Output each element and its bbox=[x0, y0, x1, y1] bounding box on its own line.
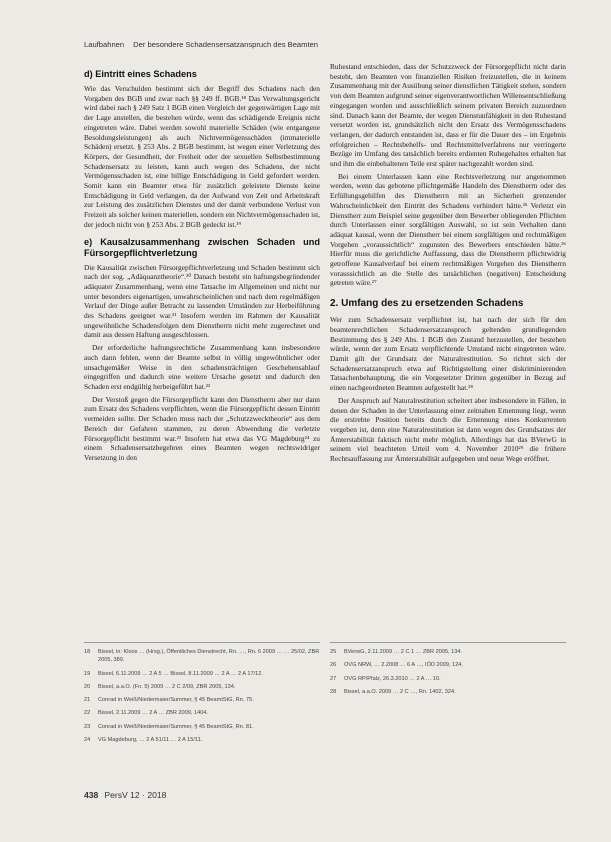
footnote-number: 26 bbox=[330, 662, 337, 669]
heading-umfang-schaden: 2. Umfang des zu ersetzenden Schadens bbox=[330, 298, 524, 310]
paragraph: Der Anspruch auf Naturalrestitution scheitert aber insbesondere in Fällen, in denen der Schaden in der Unterlassung einer zeitnahen Ernennung liegt, wenn die erstrebte Position bereits durch die Ernennung eines Konkurrenten vergeben ist, denn eine Naturalrestitution ist dann wegen des Grundsatzes der Ämterstabilität faktisch nicht mehr möglich. Allerdings hat das BVerwG in seinem viel beachteten Urteil vom 4. November 2010²⁹ die frühere Rechtsauffassung zur Ämterstabilität aufgegeben und neue Wege eröffnet. bbox=[330, 395, 566, 464]
paragraph: Ruhestand entschieden, dass der Schutzzweck der Fürsorgepflicht nicht darin besteht, den Beamten von finanziellen Risiken freizustellen, die in keinem Zusammenhang mit der Ausübung seiner dienstlichen Tätigkeit stehen, sondern von dem Beamten aufgrund seiner eigenverantwortlichen Willensentschließung eingegangen worden und ausschließlich seinem privaten Bereich zuzuordnen sind. Danach kann der Beamte, der wegen Dienstunfähigkeit in den Ruhestand versetzt worden ist, grundsätzlich nicht den Ersatz des Vermögensschadens verlangen, der dadurch entstanden ist, dass er für die Dauer des – im Ergebnis erfolgreichen – Rechtsbehelfs- und Rechtsmittelverfahrens nur verringerte Bezüge im Umfang des tatsächlich bereits erdienten Ruhegehaltes erhalten hat und ihm die einbehaltenen Teile erst später nachgezahlt worden sind. bbox=[330, 62, 566, 169]
footnote-number: 18 bbox=[84, 649, 91, 655]
footnote bbox=[84, 648, 320, 665]
footnote-number: 21 bbox=[84, 697, 91, 704]
footnotes-right bbox=[330, 648, 566, 701]
heading-eintritt-schaden: d) Eintritt eines Schadens bbox=[84, 69, 197, 79]
footnote-number: 25 bbox=[330, 649, 337, 655]
right-column bbox=[330, 62, 566, 467]
footnote-text: Bissel, in: Kloos … (Hrsg.), Öffentliches Dienstrecht, Rn. …, Rn. 6 2009 … … 25/02, ZBR 2005, 389. bbox=[98, 649, 320, 664]
paragraph: Der erforderliche haftungsrechtliche Zusammenhang kann insbesondere auch dann fehlen, wenn der Beamte selbst in völlig ungewöhnlicher oder unsachgemäßer Weise in den schadensträchtigen Geschehensablauf eingegriffen und dadurch eine weitere Ursache gesetzt und dadurch den Schaden erst endgültig herbeigeführt hat.²² bbox=[84, 343, 320, 391]
left-column bbox=[84, 62, 320, 466]
journal-issue: PersV 12 · 2018 bbox=[104, 790, 167, 800]
page-footer bbox=[84, 790, 166, 800]
footnote-text: Bissel, 2.11.2009 … 2 A … ZBR 2009, 1404. bbox=[98, 710, 208, 717]
footnote bbox=[330, 675, 566, 683]
footnote-text: Conrad in Weiß/Niedermaier/Summer, § 45 BeamtStG, Rn. 75. bbox=[98, 697, 254, 704]
footnote bbox=[84, 736, 320, 744]
running-head-title: Der besondere Schadensersatzanspruch des Beamten bbox=[133, 40, 319, 49]
footnote-text: OVG RP/Pfalz, 26.3.2010 … 2 A … 10. bbox=[344, 675, 441, 682]
running-head bbox=[84, 40, 318, 49]
footnote-text: OVG NRW, … 2.2008 … 6 A …, IÖD 2009, 124. bbox=[344, 662, 463, 669]
page-number: 438 bbox=[84, 790, 99, 800]
heading-kausalzusammenhang: e) Kausalzusammenhang zwischen Schaden und Fürsorgepflichtverletzung bbox=[84, 236, 320, 258]
running-head-section: Laufbahnen bbox=[84, 40, 125, 49]
paragraph: Der Verstoß gegen die Fürsorgepflicht kann den Dienstherrn aber nur dann zum Ersatz des Schadens verpflichten, wenn die Fürsorgepflicht dessen Eintritt vermeiden sollte. Der Schaden muss nach der „Schutzzwecktheorie“ aus dem Bereich der Gefahren stammen, zu deren Abwendung die verletzte Fürsorgepflicht bestimmt war.²³ Insofern hat etwa das VG Magdeburg²⁴ zu einem Schadensersatzbegehren eines Beamten wegen rechtswidriger Versetzung in den bbox=[84, 394, 320, 462]
footnote-number: 23 bbox=[84, 723, 91, 730]
footnote-text: BVerwG, 2.11.2009 … 2 C 1 … ZBR 2005, 134. bbox=[344, 649, 463, 655]
paragraph: Wer zum Schadensersatz verpflichtet ist, hat nach der sich für den beamtenrechtlichen Schadensersatzanspruch geltenden grundlegenden Bestimmung des § 249 Abs. 1 BGB den Zustand herzustellen, der bestehen würde, wenn der zum Ersatz verpflichtende Umstand nicht eingetreten wäre. Damit gilt der Grundsatz der Naturalrestitution. So richtet sich der Schadensersatzanspruch etwa auf Richtigstellung einer diskriminierenden Tatsachenbehauptung, die ein Vorgesetzter Dritten gegenüber in Bezug auf einen nachgeordneten Beamten aufgestellt hat.²⁸ bbox=[330, 315, 566, 393]
footnote bbox=[84, 709, 320, 717]
footnote bbox=[84, 696, 320, 704]
footnote-number: 27 bbox=[330, 675, 337, 682]
footnote bbox=[84, 683, 320, 691]
footnote-number: 24 bbox=[84, 737, 91, 744]
footnote bbox=[84, 723, 320, 731]
footnote bbox=[330, 648, 566, 656]
footnote-rule-left bbox=[84, 642, 320, 643]
footnote-number: 20 bbox=[84, 683, 91, 690]
footnote-text: Bissel, 6.11.2009 … 2 A 5 … Bissel, 8.11.2009 … 2 A … 2 A 17/12. bbox=[98, 670, 263, 677]
footnote-text: Bissel, a.a.O. (Fn. 5) 2009 … 2 C 2/09, ZBR 2005, 134. bbox=[98, 683, 236, 690]
paragraph: Wie das Verschulden bestimmt sich der Begriff des Schadens nach den Vorgaben des BGB und zwar nach §§ 249 ff. BGB.¹⁸ Das Verwaltungsgericht wird dabei nach § 249 Satz 1 BGB einen Vergleich der gegenwärtigen Lage mit der Lage anstellen, die bestehen würde, wenn das schädigende Ereignis nicht eingetreten wäre. Dabei werden sowohl materielle Schäden (wie entgangene Besoldungsleistungen) als auch Nichtvermögensschäden (immaterielle Schäden) ersetzt. § 253 Abs. 2 BGB bestimmt, ist wegen einer Verletzung des Körpers, der Gesundheit, der Freiheit oder der sexuellen Selbstbestimmung Schadensersatz zu leisten, kann auch wegen des Schadens, der nicht Vermögensschaden ist, eine billige Entschädigung in Geld gefordert werden. Somit kann ein Beamter etwa für zusätzlich geleistete Dienste keine Entschädigung in Geld verlangen, da der Aufwand von Zeit und Arbeitskraft zur Leistung des zusätzlichen Dienstes und der damit verbundene Verlust von Freizeit als solcher keinen materiellen, sondern ein Nichtvermögensschaden ist, der jedoch nicht von § 253 Abs. 2 BGB gedeckt ist.¹⁹ bbox=[84, 84, 320, 229]
footnote-text: Bissel, a.a.O. 2009 … 2 C …, Rn. 1402, 324. bbox=[344, 688, 456, 695]
paragraph: Die Kausalität zwischen Fürsorgepflichtverletzung und Schaden bestimmt sich nach der sog. „Adäquanztheorie“.²⁰ Danach besteht ein haftungsbegründender adäquater Zusammenhang, wenn eine Tatsache im Allgemeinen und nicht nur unter besonders eigenartigen, unwahrscheinlichen und nach dem regelmäßigen Verlauf der Dinge außer Betracht zu lassenden Umständen zur Herbeiführung des Schadens geeignet war.²¹ Insofern werden im Rahmen der Kausalität ungewöhnliche Schadensfolgen dem Dienstherrn nicht mehr zugerechnet und damit aus dessen Haftung ausgeschlossen. bbox=[84, 262, 320, 340]
footnote bbox=[84, 670, 320, 678]
footnote-text: VG Magdeburg, … 2 A 51/11 … 2 A 15/11. bbox=[98, 737, 203, 744]
footnote-number: 22 bbox=[84, 710, 91, 717]
footnote-number: 28 bbox=[330, 688, 337, 695]
footnote-rule-right bbox=[330, 642, 566, 643]
footnote-text: Conrad in Weiß/Niedermaier/Summer, § 45 BeamtStG, Rn. 81. bbox=[98, 723, 254, 730]
paragraph: Bei einem Unterlassen kann eine Rechtsverletzung nur angenommen werden, wenn das gebotene pflichtgemäße Handeln des Dienstherrn oder des Erfüllungsgehilfen des Dienstherrn mit an Sicherheit grenzender Wahrscheinlichkeit den Eintritt des Schadens verhindert hätte.²⁵ Verletzt ein Dienstherr zum Beispiel seine gegenüber dem Bewerber obliegenden Pflichten durch Unterlassen einer sorgfältigen Auswahl, so ist sein Verhalten dann adäquat kausal, wenn der Dienstherr bei einem sorgfältigen und rechtmäßigen Vorgehen „voraussichtlich“ zugunsten des Bewerbers entschieden hätte.²⁶ Hierfür muss die gerichtliche Auffassung, dass die Dienstherrn pflichtwidrig getroffene Kausalverlauf bei einem rechtmäßigen Vorgehen des Dienstherrn voraussichtlich an die Stelle des tatsächlichen (negativen) Entscheidung getreten wäre.²⁷ bbox=[330, 171, 566, 288]
footnote bbox=[330, 688, 566, 696]
footnote-number: 19 bbox=[84, 670, 91, 677]
footnote bbox=[330, 661, 566, 669]
footnotes-left bbox=[84, 648, 320, 749]
